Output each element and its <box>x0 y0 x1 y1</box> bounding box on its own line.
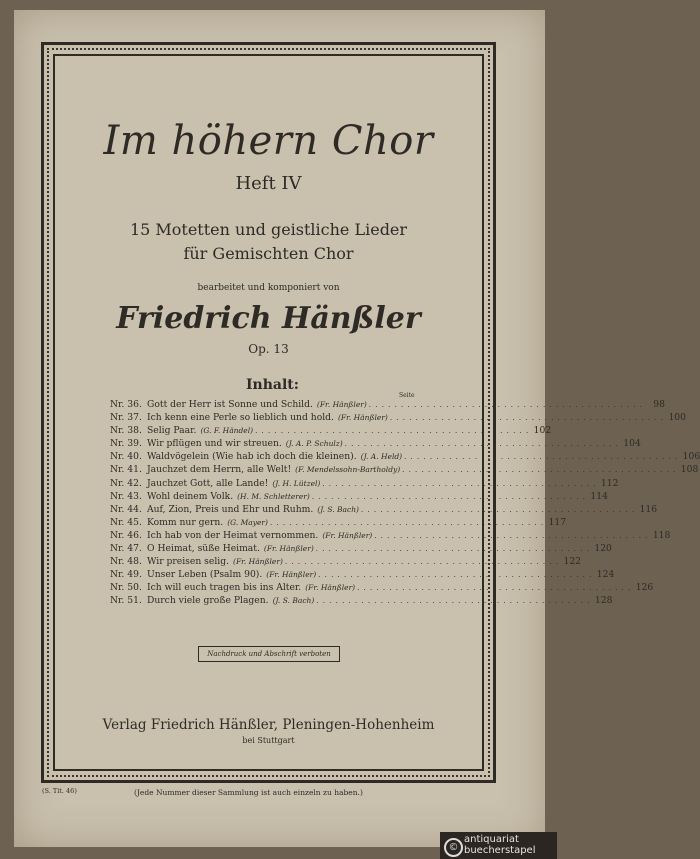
arranged-by: bearbeitet und komponiert von <box>197 283 340 293</box>
publisher-line: Verlag Friedrich Hänßler, Pleningen-Hohenheim <box>102 717 435 733</box>
opus-number: Op. 13 <box>248 342 289 356</box>
toc-row <box>110 516 567 530</box>
toc-row <box>110 503 658 517</box>
toc-page: 116 <box>639 503 658 515</box>
subtitle-line-1: 15 Motetten und geistliche Lieder <box>129 220 408 239</box>
toc-title: Auf, Zion, Preis und Ehr und Ruhm. <box>147 503 314 515</box>
toc-leader-dots: . . . . . . . . . . . . . . . . . . . . . . . . . . . . . . . . . . . . . . . . . . . <box>389 414 664 423</box>
toc-title: Komm nur gern. <box>147 516 224 528</box>
toc-number: Nr. 47. <box>110 543 142 555</box>
toc-title: O Heimat, süße Heimat. <box>147 543 260 555</box>
toc-leader-dots: . . . . . . . . . . . . . . . . . . . . . . . . . . . . . . . . . . . . . . . . . . . <box>322 479 597 488</box>
toc-composer: (G. F. Händel) <box>200 426 254 436</box>
toc-number: Nr. 43. <box>110 490 142 502</box>
toc-page: 112 <box>600 477 619 489</box>
watermark-badge <box>440 832 557 859</box>
toc-title: Selig Paar. <box>147 425 197 437</box>
toc-number: Nr. 48. <box>110 556 142 568</box>
toc-row <box>110 438 641 451</box>
toc-title: Wir pflügen und wir streuen. <box>147 438 282 450</box>
toc-row <box>110 543 612 556</box>
toc-leader-dots: . . . . . . . . . . . . . . . . . . . . . . . . . . . . . . . . . . . . . . . . . . . <box>404 453 679 462</box>
toc-number: Nr. 51. <box>110 595 142 607</box>
subtitle-line-2: für Gemischten Chor <box>183 244 354 263</box>
toc-title: Unser Leben (Psalm 90). <box>147 569 263 581</box>
toc-number: Nr. 44. <box>110 503 142 515</box>
toc-number: Nr. 36. <box>110 399 142 410</box>
toc-row <box>110 556 582 569</box>
toc-number: Nr. 39. <box>110 438 142 450</box>
toc-composer: (Fr. Hänßler) <box>305 583 356 593</box>
toc-page: 124 <box>596 569 615 581</box>
toc-number: Nr. 49. <box>110 569 142 581</box>
toc-leader-dots: . . . . . . . . . . . . . . . . . . . . . . . . . . . . . . . . . . . . . . . . . . . <box>318 571 593 580</box>
toc-page: 114 <box>590 490 608 502</box>
toc-row <box>110 451 700 464</box>
toc-title: Durch viele große Plagen. <box>147 595 269 607</box>
toc-leader-dots: . . . . . . . . . . . . . . . . . . . . . . . . . . . . . . . . . . . . . . . . . . . <box>368 401 643 409</box>
toc-row <box>110 490 608 504</box>
catalog-number: (S. Tit. 46) <box>42 787 77 795</box>
page-column-heading: Seite <box>399 392 415 399</box>
toc-number: Nr. 37. <box>110 412 142 424</box>
toc-composer: (J. A. P. Schulz) <box>285 439 343 449</box>
footer-note: (Jede Nummer dieser Sammlung ist auch einzeln zu haben.) <box>134 788 363 797</box>
toc-title: Wohl deinem Volk. <box>147 490 234 502</box>
toc-row <box>110 582 654 595</box>
table-of-contents <box>110 399 700 609</box>
toc-composer: (Fr. Hänßler) <box>233 557 283 567</box>
toc-composer: (J. S. Bach) <box>317 504 359 514</box>
toc-title: Ich kenn eine Perle so lieblich und hold. <box>147 412 334 424</box>
toc-title: Ich will euch tragen bis ins Alter. <box>147 582 302 594</box>
toc-composer: (Fr. Hänßler) <box>337 413 388 423</box>
toc-leader-dots: . . . . . . . . . . . . . . . . . . . . . . . . . . . . . . . . . . . . . . . . . . . <box>402 466 677 475</box>
toc-composer: (J. S. Bach) <box>272 596 315 606</box>
toc-leader-dots: . . . . . . . . . . . . . . . . . . . . . . . . . . . . . . . . . . . . . . . . . . . <box>311 492 586 501</box>
book-title: Im höhern Chor <box>103 118 434 164</box>
toc-composer: (Fr. Hänßler) <box>322 530 373 540</box>
toc-page: 104 <box>623 438 641 450</box>
toc-page: 126 <box>635 582 654 594</box>
toc-composer: (Fr. Hänßler) <box>263 544 314 554</box>
toc-page: 117 <box>548 516 567 528</box>
author-name: Friedrich Hänßler <box>116 301 421 336</box>
toc-page: 128 <box>594 595 613 607</box>
toc-leader-dots: . . . . . . . . . . . . . . . . . . . . . . . . . . . . . . . . . . . . . . . . . . . <box>315 545 590 554</box>
toc-leader-dots: . . . . . . . . . . . . . . . . . . . . . . . . . . . . . . . . . . . . . . . . . . . <box>255 427 530 436</box>
copyright-notice: Nachdruck und Abschrift verboten <box>198 646 340 662</box>
toc-leader-dots: . . . . . . . . . . . . . . . . . . . . . . . . . . . . . . . . . . . . . . . . . . . <box>269 518 545 527</box>
toc-title: Gott der Herr ist Sonne und Schild. <box>147 399 313 410</box>
toc-page: 108 <box>680 464 699 476</box>
toc-leader-dots: . . . . . . . . . . . . . . . . . . . . . . . . . . . . . . . . . . . . . . . . . . . <box>360 505 636 514</box>
volume-label: Heft IV <box>235 173 302 194</box>
toc-number: Nr. 41. <box>110 464 142 476</box>
toc-row <box>110 464 699 477</box>
watermark-line-1: antiquariat <box>464 834 519 845</box>
toc-page: 106 <box>682 451 700 463</box>
toc-row <box>110 412 686 425</box>
toc-number: Nr. 42. <box>110 477 142 489</box>
toc-page: 122 <box>563 556 582 568</box>
toc-title: Jauchzet Gott, alle Lande! <box>147 477 269 489</box>
contents-heading: Inhalt: <box>246 377 299 393</box>
toc-row <box>110 529 671 543</box>
toc-number: Nr. 50. <box>110 582 142 594</box>
toc-row <box>110 569 615 582</box>
toc-page: 102 <box>533 425 552 437</box>
publisher-city: bei Stuttgart <box>242 736 295 745</box>
toc-page: 98 <box>653 399 665 410</box>
toc-row <box>110 595 613 608</box>
toc-page: 100 <box>668 412 686 424</box>
toc-title: Wir preisen selig. <box>147 556 230 568</box>
toc-row <box>110 425 552 438</box>
toc-number: Nr. 46. <box>110 529 142 541</box>
toc-leader-dots: . . . . . . . . . . . . . . . . . . . . . . . . . . . . . . . . . . . . . . . . . . . <box>316 597 591 606</box>
toc-page: 118 <box>652 529 671 541</box>
toc-title: Waldvögelein (Wie hab ich doch die kleinen). <box>147 451 357 463</box>
toc-title: Ich hab von der Heimat vernommen. <box>147 529 319 541</box>
toc-number: Nr. 40. <box>110 451 142 463</box>
toc-row <box>110 399 665 412</box>
toc-composer: (H. M. Schletterer) <box>237 491 310 501</box>
toc-composer: (Fr. Hänßler) <box>316 400 367 409</box>
toc-composer: (J. A. Held) <box>360 452 403 462</box>
toc-number: Nr. 38. <box>110 425 142 437</box>
copyright-icon: © <box>444 838 463 857</box>
toc-row <box>110 477 619 491</box>
toc-leader-dots: . . . . . . . . . . . . . . . . . . . . . . . . . . . . . . . . . . . . . . . . . . . <box>374 531 649 540</box>
toc-number: Nr. 45. <box>110 516 142 528</box>
toc-composer: (G. Mayer) <box>227 517 268 527</box>
toc-leader-dots: . . . . . . . . . . . . . . . . . . . . . . . . . . . . . . . . . . . . . . . . . . . <box>357 584 632 593</box>
toc-page: 120 <box>594 543 612 555</box>
toc-composer: (F. Mendelssohn-Bartholdy) <box>295 465 401 475</box>
watermark-line-2: buecherstapel <box>464 845 536 856</box>
toc-leader-dots: . . . . . . . . . . . . . . . . . . . . . . . . . . . . . . . . . . . . . . . . . . . <box>284 558 560 567</box>
toc-composer: (Fr. Hänßler) <box>266 570 317 580</box>
toc-leader-dots: . . . . . . . . . . . . . . . . . . . . . . . . . . . . . . . . . . . . . . . . . . . <box>344 440 619 449</box>
toc-title: Jauchzet dem Herrn, alle Welt! <box>147 464 292 476</box>
toc-composer: (J. H. Lützel) <box>272 478 321 488</box>
